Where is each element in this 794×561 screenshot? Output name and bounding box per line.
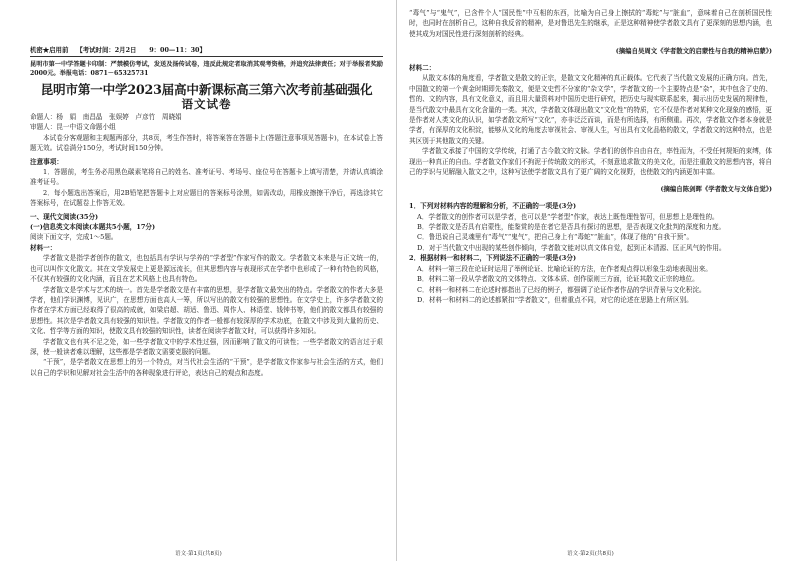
exam-time: 【考试时间：2月2日 9：00—11：30】 [76,46,206,54]
question-2-option-b: B．材料二第一段从学者散文的文体特点、文体本质、创作原则三方面，论证其散文正宗的地位。 [417,275,699,284]
question-1-option-b: B．学者散文是否具有启蒙性，能鉴赏的是在者它是否具有探讨的思想，是否表现文化批判的深度和力度。 [417,223,726,232]
section-heading: 一、现代文阅读(35分) [30,212,99,221]
authors: 命题人：杨 娟 南昌晶 张娱婷 卢彦竹 周晓娟 [30,113,182,121]
question-1-option-a: A．学者散文的创作者可以是学者，也可以是“学者型”作家，表达上既性理性智可，但思想上是理性的。 [417,212,719,221]
secrecy-label: 机密★启用前 [30,46,69,54]
material-2-source: (摘编自陈剑晖《学者散文与文体自觉》) [660,184,772,193]
material-2-para-1: 从散文本体的角度看，学者散文是散文的正宗，是散文文化精神的真正载体。它代表了当代散文发展的正确方向。首先，中国散文的第一个黄金时期即先秦散文，便是文史哲不分家的“杂文学”，学者散文的一个主要特点是“杂”，其中包含了史的、哲的、文的内容，具有文化意义，而且用大量资料对中国历史进行研究，把历史与现实联系起来，揭示出历史发展的规律性，是当代散文中最具有文化含量的一类。其次，学者散文体现出散文“文化性”的特质，它不仅是作者对某种文化现象的感悟，更是作者对人类文化的认识，如学者散文所写“文化”，亦非泛泛而谈，而是有所选择，有所侧重。再次，学者散文作者本身就是学者，有深厚的文化积淀，能够从文化的角度去审视社会、审视人生，写出具有文化品格的散文，学者散文的这种特点，也是其区别于其他散文的关键。 [409,74,772,145]
question-1: 1．下列对材料内容的理解和分析，不正确的一项是(3分) [409,202,577,211]
note-2: 2．每小题选出答案后，用2B铅笔把答题卡上对应题目的答案标号涂黑，如需改动，用橡皮擦擦干净后，再选涂其它答案标号，在试题卷上作答无效。 [30,188,383,208]
right-page [397,0,794,561]
material-1-closing-para: “毒气”与“鬼气”，已含件个人“国民性”中互相的东西，比喻为自己身上擦拭的“毒蛇”与“脏血”，意味着自己在剖析国民性时，也同时在剖析自己，这种自我反省的精神，是对鲁迅先生的继承，正是这种精神使学者散文具有了更深刻的思想内涵，也使其成为对国民性进行深刻剖析的经典。 [409,9,772,38]
header-rule [30,56,383,57]
question-2-option-a: A．材料一第三段在论证时运用了举例论证、比喻论证的方法，在作者观点得以形象生动地表现出来。 [417,264,712,273]
exam-intro: 本试卷分客观题和主观题两部分，共8页，考生作答时，将答案答在答题卡上(答题注意事项见答题卡)，在本试卷上答题无效。试卷满分150分，考试时间150分钟。 [30,133,383,153]
notes-heading: 注意事项： [30,157,63,166]
exam-header [30,46,383,55]
material-1-para-3: 学者散文也有其不足之处，如一些学者散文中的学术性过强，因而影响了散文的可读性；一些学者散文的语言过于艰深，使一般读者难以理解，这些都是学者散文需要克服的问题。 [30,337,383,356]
reading-instruction: 阅读下面文字，完成1～5题。 [30,233,118,242]
exam-title: 昆明市第一中学2023届高中新课标高三第六次考前基础强化 [40,82,373,97]
copyright-notice: 昆明市第一中学答题卡印制：严禁模仿考试，发送及扬传试卷，违反此规定者取消其观考资格，并追究法律责任；对于举报者奖励2000元。举报电话：0871－65325731 [30,61,383,77]
material-2-para-2: 学者散文承接了中国的文学传统，打通了古今散文的文脉。学者们的创作自由自在，率性而为，不受任何规矩的束缚，体现出一种真正的自由。学者散文作家们不拘泥于传统散文的形式，不刻意追求散文的美文化，而是注重散文的思想内容，将自己的学识与见解融入散文之中，这种写法使学者散文具有了更广阔的文化视野，也使散文的内涵更加丰富。 [409,147,772,177]
section-subheading: (一)信息类文本阅读(本题共5小题，17分) [30,223,156,232]
material-1-para-4: “干预”，是学者散文在思想上的另一个特点，对当代社会生活的“干预”，是学者散文作家参与社会生活的方式，他们以自己的学识和见解对社会生活中的各种现象进行评论，表达自己的观点和态度。 [30,358,383,377]
question-2-option-c: C．材料一和材料二在论述时都指出了已经的例子，都强调了论证作者作品的学识背景与文化积淀。 [417,285,706,294]
page-2-footer: 语文·第2页(共8页) [567,551,614,557]
question-2-option-d: D．材料一和材料二的论述都紧扣“学者散文”，但着重点不同，对它的论述在思路上有所区别。 [417,295,693,304]
material-1-label: 材料一： [30,243,57,252]
material-1-para-2: 学者散文是学术与艺术的统一。首先是学者散文是有丰富的思想，是学者散文最突出的特点。学者散文的作者大多是学者，他们学识渊博，见识广，在思想方面也高人一筹，所以写出的散文有较强的思想性。在文学史上，许多学者散文的作者在学术方面已经取得了很高的成就，如梁启超、胡适、鲁迅、周作人、林语堂、钱钟书等，他们的散文都具有较强的思想性。其次是学者散文具有较强的知识性。学者散文的作者一般都有较深厚的学术功底，在散文中涉及到大量的历史、文化、哲学等方面的知识，使散文具有较强的知识性，读者在阅读学者散文时，可以获得许多知识。 [30,285,383,336]
question-1-option-d: D．对于当代散文中出现的某些创作倾向，学者散文能对以真文体自觉，起到正本清源、匡正风气的作用。 [417,243,726,252]
material-2-label: 材料二： [409,64,436,72]
page-1-footer: 语文·第1页(共8页) [175,551,222,557]
material-1-para-1: 学者散文是指学者创作的散文，也包括具有学识与学养的“学者型”作家写作的散文。学者散文本来是与正文统一的，也可以叫作文化散文。其在文学发展史上更是源远流长，但其思想内容与表现形式在学者中也形成了一种有特色的风格，不仅其有较强的文化内涵，而且在艺术风格上也具有特色。 [30,254,383,284]
question-2: 2．根据材料一和材料二，下列说法不正确的一项是(3分) [409,254,577,263]
question-1-option-c: C．鲁迅说自己灵魂里有“毒气”“鬼气”，把自己身上有“毒蛇”“脏血”，体现了他的“自我干预”。 [417,233,694,242]
note-1: 1．答题前，考生务必用黑色碳素笔将自己的姓名、准考证号、考场号、座位号在答题卡上填写清楚，并请认真填涂准考证号。 [30,168,383,187]
exam-subtitle: 语文试卷 [181,97,232,111]
material-1-source: (摘编自吴周文《学者散文的启蒙性与自我的精神启蒙》) [615,46,772,55]
reviewers: 审题人：昆一中语文命题小组 [30,123,116,132]
